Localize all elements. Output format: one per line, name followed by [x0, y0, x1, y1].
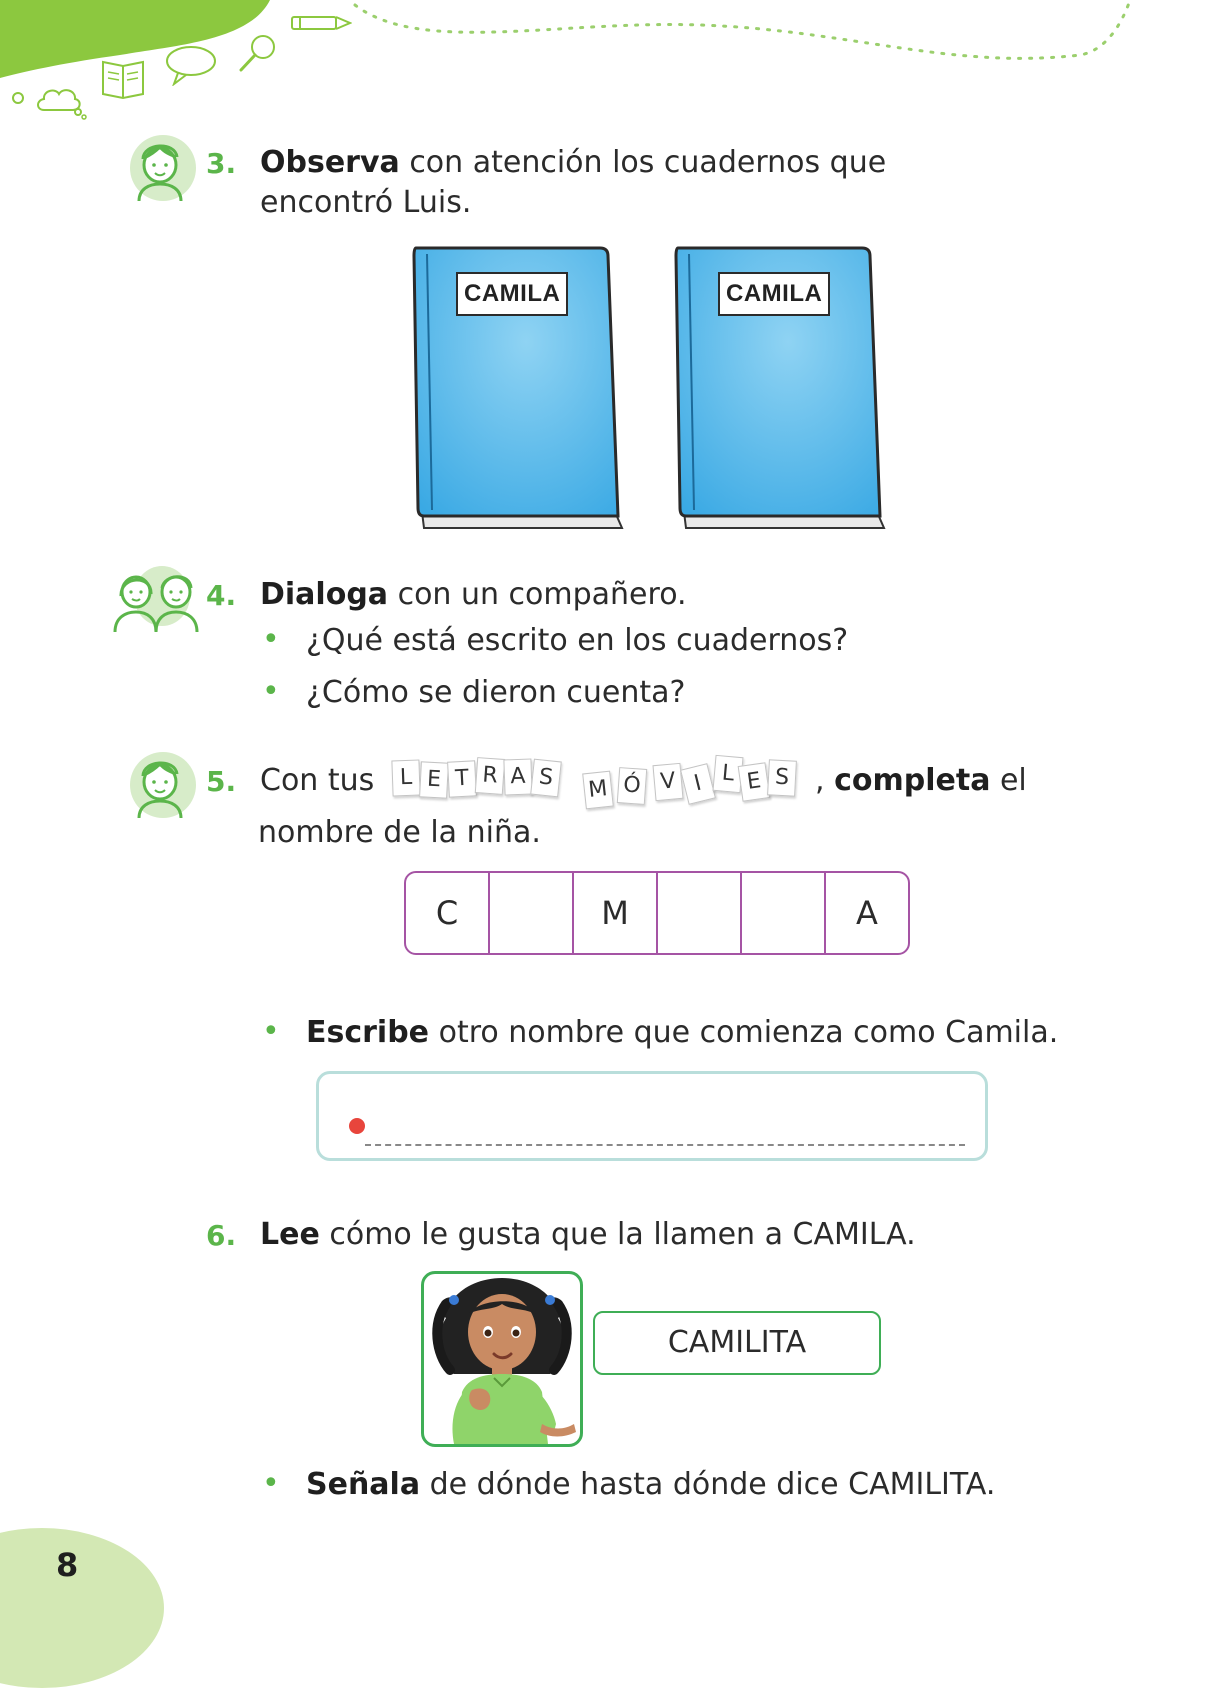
item-6-instruction: [260, 1215, 916, 1255]
speech-bubble-icon: [164, 44, 218, 90]
letter-tile: M: [582, 771, 614, 810]
item-4-verb: Dialoga: [260, 577, 389, 612]
item-5-bullet-verb: Escribe: [306, 1015, 430, 1050]
letter-tile: Ó: [617, 767, 647, 805]
item-6-bullet-dot: •: [262, 1466, 280, 1501]
pair-students-icon: [112, 562, 202, 634]
item-5-verb: completa: [834, 763, 991, 798]
item-4-bullet-1: ¿Qué está escrito en los cuadernos?: [306, 623, 849, 658]
letter-tile: L: [712, 755, 743, 793]
camila-illustration: [421, 1271, 583, 1447]
item-5-text: el: [990, 763, 1027, 798]
item-6-bullet-verb: Señala: [306, 1467, 421, 1502]
item-3-number: 3.: [206, 147, 237, 180]
letras-moviles-tiles: [390, 758, 820, 810]
item-4-text: con un compañero.: [388, 577, 687, 612]
letter-tile: R: [475, 757, 505, 795]
item-5-bullet-text: otro nombre que comienza como Camila.: [429, 1015, 1059, 1050]
letter-tile: I: [680, 763, 716, 805]
item-4-bullet-1-dot: •: [262, 622, 280, 657]
item-6-bullet: [306, 1465, 995, 1505]
name-letter-grid: [404, 871, 910, 955]
letter-cell-empty[interactable]: [490, 873, 574, 953]
answer-box[interactable]: [316, 1071, 988, 1161]
item-4-number: 4.: [206, 579, 237, 612]
notebook-left-label: CAMILA: [456, 272, 568, 316]
notebook-right-label: CAMILA: [718, 272, 830, 316]
letter-tile: T: [447, 760, 477, 797]
letter-cell-empty[interactable]: [658, 873, 742, 953]
magnifier-icon: [236, 32, 280, 80]
letter-cell: A: [856, 894, 878, 932]
nickname-box: [593, 1311, 881, 1375]
item-5-number: 5.: [206, 765, 237, 798]
letter-cell-empty[interactable]: [742, 873, 826, 953]
notebook-right: [674, 244, 894, 529]
start-dot: [349, 1118, 365, 1134]
letter-cell: M: [574, 873, 658, 953]
item-6-verb: Lee: [260, 1217, 320, 1252]
item-5-bullet-dot: •: [262, 1014, 280, 1049]
item-5-prefix: Con tus: [260, 763, 375, 798]
item-3-verb: Observa: [260, 145, 400, 180]
item-3-text: con atención los cuadernos que: [399, 145, 887, 180]
item-5-text-line2: nombre de la niña.: [258, 815, 541, 850]
book-icon: [100, 56, 146, 104]
letter-tile: E: [738, 762, 771, 802]
item-5-comma: ,: [815, 763, 825, 798]
letter-tile: S: [767, 759, 797, 796]
pencil-icon: [290, 12, 352, 40]
item-4-bullet-2-dot: •: [262, 674, 280, 709]
item-6-text: cómo le gusta que la llamen a CAMILA.: [319, 1217, 916, 1252]
item-5-instruction: [815, 761, 1027, 801]
page-number: 8: [56, 1546, 79, 1584]
item-3-instruction: [260, 143, 886, 183]
letter-tile: V: [652, 763, 683, 801]
letter-tile: E: [419, 761, 449, 798]
nickname-text: CAMILITA: [667, 1325, 807, 1360]
item-4-bullet-2: ¿Cómo se dieron cuenta?: [306, 675, 686, 710]
letter-cell: C: [406, 873, 490, 953]
single-student-icon: [130, 752, 196, 818]
single-student-icon: [130, 135, 196, 201]
letter-tile: L: [391, 760, 420, 797]
answer-writing-line[interactable]: [365, 1144, 965, 1146]
item-4-instruction: [260, 575, 687, 615]
letter-tile: S: [530, 759, 562, 798]
notebook-left: [412, 244, 632, 529]
item-6-bullet-text: de dónde hasta dónde dice CAMILITA.: [420, 1467, 996, 1502]
item-6-number: 6.: [206, 1219, 237, 1252]
thought-cloud-icon: [8, 74, 88, 124]
item-5-bullet: [306, 1013, 1058, 1053]
page-number-tab: [0, 1528, 164, 1688]
letter-tile: A: [503, 759, 532, 796]
item-3-text-line2: encontró Luis.: [260, 185, 472, 220]
